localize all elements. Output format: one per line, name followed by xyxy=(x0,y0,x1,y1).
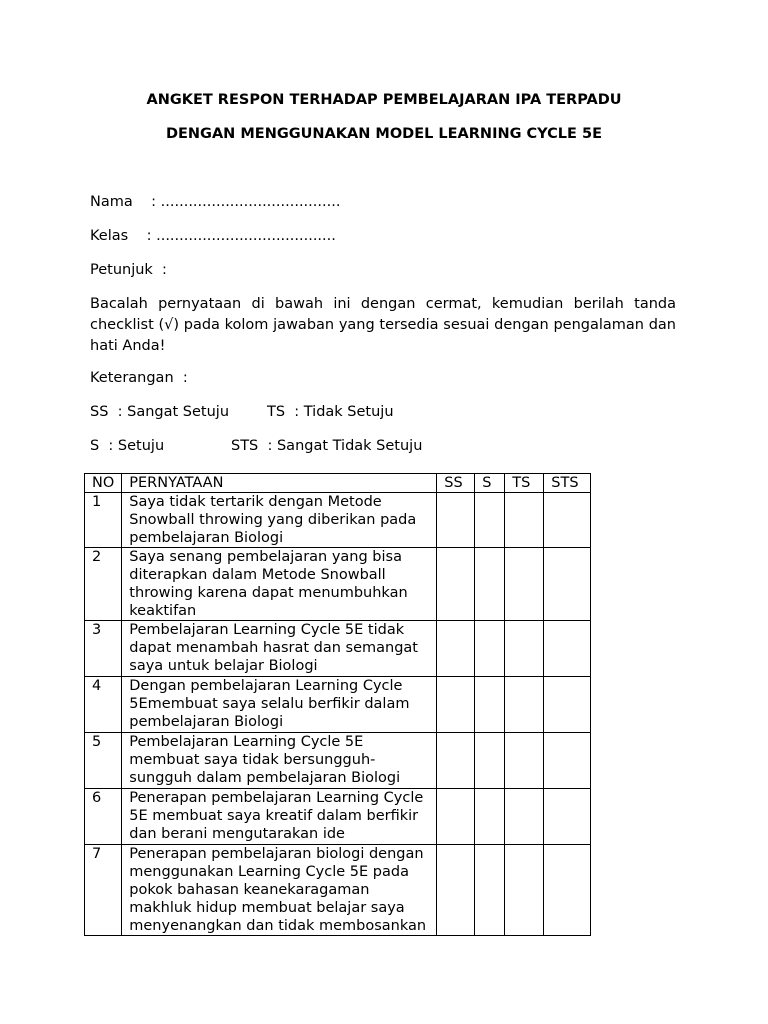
row-statement: Saya senang pembelajaran yang bisa diterapkan dalam Metode Snowball throwing karena dapat menumbuhkan keaktifan xyxy=(122,548,437,621)
answer-cell-ss[interactable] xyxy=(437,845,475,936)
row-statement: Dengan pembelajaran Learning Cycle 5Emembuat saya selalu berfikir dalam pembelajaran Biologi xyxy=(122,677,437,733)
answer-cell-ts[interactable] xyxy=(505,845,544,936)
legend-row-1 xyxy=(90,404,394,420)
row-number: 4 xyxy=(85,677,122,733)
answer-cell-sts[interactable] xyxy=(544,548,591,621)
answer-cell-ss[interactable] xyxy=(437,789,475,845)
survey-table xyxy=(84,473,591,936)
legend-heading: Keterangan : xyxy=(90,370,188,386)
answer-cell-s[interactable] xyxy=(475,677,505,733)
answer-cell-ss[interactable] xyxy=(437,493,475,548)
answer-cell-sts[interactable] xyxy=(544,493,591,548)
row-statement: Penerapan pembelajaran biologi dengan menggunakan Learning Cycle 5E pada pokok bahasan keanekaragaman makhluk hidup membuat belajar saya menyenangkan dan tidak membosankan xyxy=(122,845,437,936)
table-row xyxy=(85,845,591,936)
answer-cell-s[interactable] xyxy=(475,733,505,789)
instructions-text: Bacalah pernyataan di bawah ini dengan cermat, kemudian berilah tanda checklist (√) pada kolom jawaban yang tersedia sesuai dengan pengalaman dan hati Anda! xyxy=(90,296,676,354)
row-number: 3 xyxy=(85,621,122,677)
answer-cell-s[interactable] xyxy=(475,548,505,621)
header-ss: SS xyxy=(437,474,475,493)
row-statement: Pembelajaran Learning Cycle 5E membuat saya tidak bersungguh-sungguh dalam pembelajaran Biologi xyxy=(122,733,437,789)
header-ts: TS xyxy=(505,474,544,493)
table-row xyxy=(85,677,591,733)
legend-ss: SS : Sangat Setuju xyxy=(90,404,230,420)
answer-cell-ts[interactable] xyxy=(505,548,544,621)
document-title: ANGKET RESPON TERHADAP PEMBELAJARAN IPA TERPADU xyxy=(146,92,622,108)
table-row xyxy=(85,493,591,548)
answer-cell-sts[interactable] xyxy=(544,845,591,936)
table-row xyxy=(85,548,591,621)
legend-sts: STS : Sangat Tidak Setuju xyxy=(231,438,423,454)
answer-cell-ts[interactable] xyxy=(505,677,544,733)
table-row xyxy=(85,733,591,789)
answer-cell-s[interactable] xyxy=(475,789,505,845)
answer-cell-ss[interactable] xyxy=(437,677,475,733)
row-number: 5 xyxy=(85,733,122,789)
answer-cell-sts[interactable] xyxy=(544,789,591,845)
name-field-line: Nama : ....................................... xyxy=(90,194,341,210)
answer-cell-ss[interactable] xyxy=(437,621,475,677)
answer-cell-ss[interactable] xyxy=(437,733,475,789)
row-number: 1 xyxy=(85,493,122,548)
answer-cell-s[interactable] xyxy=(475,845,505,936)
answer-cell-s[interactable] xyxy=(475,621,505,677)
row-number: 7 xyxy=(85,845,122,936)
document-subtitle: DENGAN MENGGUNAKAN MODEL LEARNING CYCLE 5E xyxy=(165,126,602,142)
row-statement: Saya tidak tertarik dengan Metode Snowball throwing yang diberikan pada pembelajaran Biologi xyxy=(122,493,437,548)
header-no: NO xyxy=(85,474,122,493)
legend-ts: TS : Tidak Setuju xyxy=(267,404,394,420)
answer-cell-ts[interactable] xyxy=(505,493,544,548)
table-header-row xyxy=(85,474,591,493)
answer-cell-sts[interactable] xyxy=(544,677,591,733)
legend-row-2 xyxy=(90,438,422,454)
answer-cell-s[interactable] xyxy=(475,493,505,548)
legend-s: S : Setuju xyxy=(90,438,165,454)
answer-cell-ts[interactable] xyxy=(505,733,544,789)
answer-cell-ts[interactable] xyxy=(505,621,544,677)
row-statement: Penerapan pembelajaran Learning Cycle 5E membuat saya kreatif dalam berfikir dan berani mengutarakan ide xyxy=(122,789,437,845)
row-number: 6 xyxy=(85,789,122,845)
table-row xyxy=(85,789,591,845)
table-row xyxy=(85,621,591,677)
answer-cell-ts[interactable] xyxy=(505,789,544,845)
header-s: S xyxy=(475,474,505,493)
row-number: 2 xyxy=(85,548,122,621)
header-statement: PERNYATAAN xyxy=(122,474,437,493)
header-sts: STS xyxy=(544,474,591,493)
answer-cell-sts[interactable] xyxy=(544,733,591,789)
answer-cell-sts[interactable] xyxy=(544,621,591,677)
class-field-line: Kelas : ....................................... xyxy=(90,228,336,244)
row-statement: Pembelajaran Learning Cycle 5E tidak dapat menambah hasrat dan semangat saya untuk belajar Biologi xyxy=(122,621,437,677)
answer-cell-ss[interactable] xyxy=(437,548,475,621)
instructions-heading: Petunjuk : xyxy=(90,262,167,278)
